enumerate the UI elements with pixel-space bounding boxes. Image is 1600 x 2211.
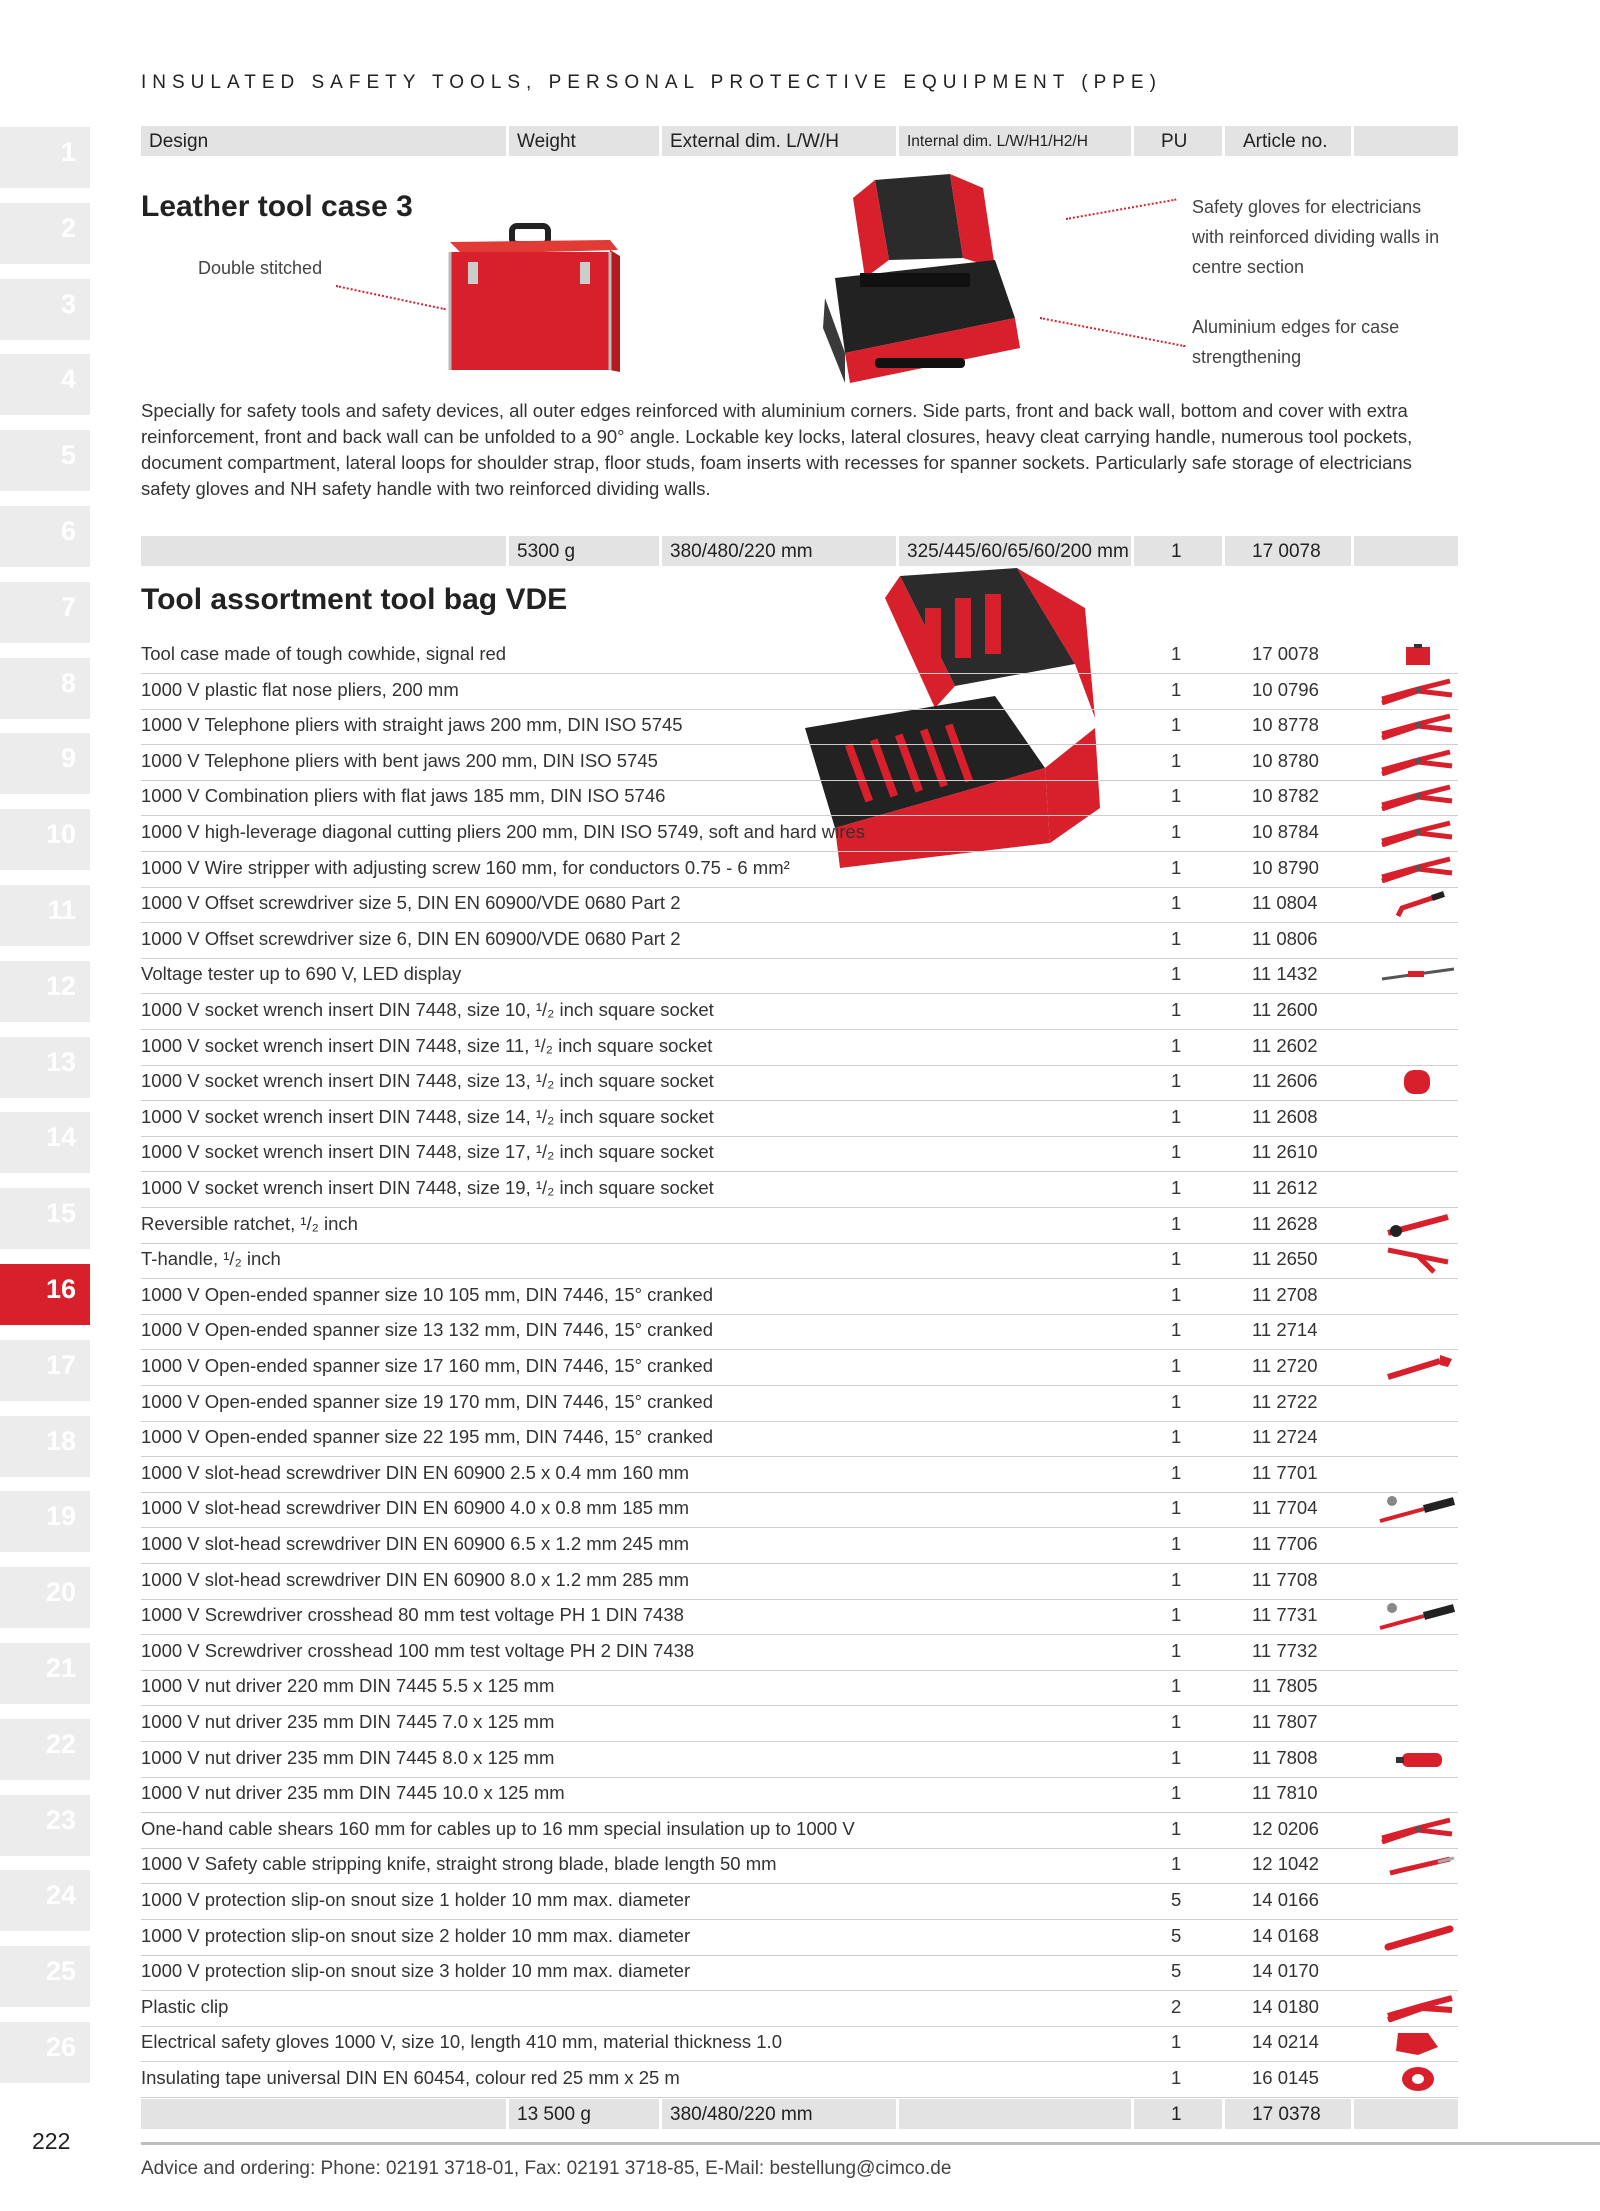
offset-icon: [1378, 890, 1458, 918]
case-pu: 1: [1171, 541, 1182, 562]
item-pu: 1: [1171, 1853, 1182, 1875]
case-description: Specially for safety tools and safety devices, all outer edges reinforced with aluminium corners. Side parts, front and back wall, bottom and cover with extra reinforcement, front and back wall can be unfolded to a 90° angle. Lockable key locks, lateral closures, heavy cleat carrying handle, numerous tool pockets, document compartment, lateral loops for shoulder strap, floor studs, foam inserts with recesses for spanner sockets. Particularly safe storage of electricians safety gloves and NH safety handle with two reinforced dividing walls.: [141, 400, 1413, 499]
spanner-icon: [1378, 1353, 1458, 1381]
chapter-tab-20[interactable]: 20: [0, 1567, 90, 1629]
item-article-no: 11 2720: [1252, 1355, 1318, 1376]
table-row: [141, 957, 1458, 994]
item-description: 1000 V Screwdriver crosshead 80 mm test voltage PH 1 DIN 7438: [141, 1604, 684, 1626]
item-pu: 1: [1171, 1034, 1182, 1056]
col-design: Design: [149, 131, 209, 152]
table-row: [141, 1171, 1458, 1208]
item-pu: 1: [1171, 643, 1182, 664]
table-row: [141, 1385, 1458, 1422]
item-article-no: 14 0170: [1252, 1960, 1319, 1982]
item-pu: 1: [1171, 1497, 1182, 1519]
table-row: [141, 1527, 1458, 1564]
chapter-tab-1[interactable]: 1: [0, 127, 90, 189]
footer-divider: [141, 2142, 1600, 2145]
table-row: [141, 1563, 1458, 1600]
item-pu: 1: [1171, 1426, 1182, 1448]
item-description: 1000 V socket wrench insert DIN 7448, size 11, ¹/₂ inch square socket: [141, 1034, 713, 1056]
item-pu: 1: [1171, 2031, 1182, 2053]
table-row: [141, 1705, 1458, 1742]
item-pu: 1: [1171, 1639, 1182, 1661]
item-description: 1000 V Offset screwdriver size 6, DIN EN 60900/VDE 0680 Part 2: [141, 927, 681, 949]
item-pu: 1: [1171, 1319, 1182, 1341]
table-row: [141, 851, 1458, 888]
item-description: 1000 V Open-ended spanner size 10 105 mm, DIN 7446, 15° cranked: [141, 1283, 714, 1305]
item-article-no: 11 2608: [1252, 1105, 1318, 1127]
item-description: 1000 V Wire stripper with adjusting screw 160 mm, for conductors 0.75 - 6 mm²: [141, 856, 790, 878]
bag-external: 380/480/220 mm: [670, 2104, 813, 2125]
chapter-tab-26[interactable]: 26: [0, 2022, 90, 2084]
item-article-no: 11 1432: [1252, 963, 1318, 985]
item-description: One-hand cable shears 160 mm for cables up to 16 mm special insulation up to 1000 V: [141, 1817, 855, 1839]
item-description: 1000 V Safety cable stripping knife, straight strong blade, blade length 50 mm: [141, 1853, 777, 1875]
tester-icon: [1378, 961, 1458, 989]
bag-pu: 1: [1171, 2104, 1182, 2125]
table-row: [141, 2025, 1458, 2062]
item-article-no: 12 1042: [1252, 1853, 1319, 1875]
item-article-no: 11 7708: [1252, 1568, 1318, 1590]
item-pu: 1: [1171, 1461, 1182, 1483]
table-row: [141, 1135, 1458, 1172]
table-row: [141, 1776, 1458, 1813]
table-row: [141, 1491, 1458, 1528]
screwdriver-icon: [1378, 1495, 1458, 1523]
pliers-icon: [1378, 677, 1458, 705]
knife-icon: [1378, 1851, 1458, 1879]
item-pu: 5: [1171, 1960, 1182, 1982]
item-article-no: 14 0168: [1252, 1924, 1319, 1946]
item-article-no: 11 2708: [1252, 1283, 1318, 1305]
chapter-tab-17[interactable]: 17: [0, 1340, 90, 1402]
item-pu: 1: [1171, 1141, 1182, 1163]
item-description: 1000 V high-leverage diagonal cutting pliers 200 mm, DIN ISO 5749, soft and hard wires: [141, 821, 865, 842]
item-article-no: 14 0180: [1252, 1995, 1319, 2017]
item-article-no: 11 2628: [1252, 1212, 1318, 1234]
item-pu: 1: [1171, 1533, 1182, 1554]
item-article-no: 11 0804: [1252, 892, 1318, 914]
pliers-icon: [1378, 712, 1458, 740]
item-pu: 1: [1171, 1568, 1182, 1590]
snout-icon: [1378, 1923, 1458, 1951]
item-description: Reversible ratchet, ¹/₂ inch: [141, 1212, 358, 1234]
item-pu: 1: [1171, 1355, 1182, 1376]
col-internal: Internal dim. L/W/H1/H2/H: [907, 133, 1088, 150]
item-description: Voltage tester up to 690 V, LED display: [141, 963, 462, 985]
table-row: [141, 922, 1458, 959]
table-row: [141, 1990, 1458, 2027]
chapter-tab-11[interactable]: 11: [0, 885, 90, 947]
table-row: [141, 815, 1458, 852]
item-article-no: 10 0796: [1252, 678, 1319, 700]
item-article-no: 11 7704: [1252, 1497, 1318, 1519]
table-row: [141, 779, 1458, 816]
table-row: [141, 1313, 1458, 1350]
callout-safety-gloves: Safety gloves for electricians with reinforced dividing walls in centre section: [1192, 197, 1440, 277]
case-icon: [1378, 641, 1458, 669]
item-article-no: 11 2602: [1252, 1034, 1318, 1056]
table-row: [141, 1029, 1458, 1066]
item-article-no: 10 8782: [1252, 785, 1319, 807]
item-description: 1000 V socket wrench insert DIN 7448, size 14, ¹/₂ inch square socket: [141, 1105, 714, 1127]
chapter-tab-10[interactable]: 10: [0, 809, 90, 871]
table-row: [141, 1919, 1458, 1956]
item-article-no: 11 7810: [1252, 1782, 1318, 1804]
chapter-tab-4[interactable]: 4: [0, 354, 90, 416]
table-row: [141, 993, 1458, 1030]
item-pu: 1: [1171, 1782, 1182, 1804]
item-description: 1000 V slot-head screwdriver DIN EN 60900 8.0 x 1.2 mm 285 mm: [141, 1568, 690, 1590]
item-article-no: 14 0166: [1252, 1889, 1319, 1910]
chapter-tab-25[interactable]: 25: [0, 1946, 90, 2008]
chapter-tab-12[interactable]: 12: [0, 961, 90, 1023]
item-article-no: 10 8790: [1252, 856, 1319, 878]
item-description: 1000 V Offset screwdriver size 5, DIN EN 60900/VDE 0680 Part 2: [141, 892, 681, 914]
table-row: [141, 1064, 1458, 1101]
item-article-no: 10 8780: [1252, 749, 1319, 771]
item-pu: 1: [1171, 1817, 1182, 1839]
chapter-tab-19[interactable]: 19: [0, 1491, 90, 1553]
table-row: [141, 2061, 1458, 2098]
page-number: 222: [32, 2128, 71, 2154]
col-external: External dim. L/W/H: [670, 131, 839, 152]
item-article-no: 11 7732: [1252, 1639, 1318, 1661]
table-row: [141, 637, 1458, 674]
table-row: [141, 1456, 1458, 1493]
chapter-tab-9[interactable]: 9: [0, 733, 90, 795]
item-pu: 1: [1171, 714, 1182, 736]
item-article-no: 11 2722: [1252, 1390, 1318, 1412]
table-row: [141, 1598, 1458, 1635]
item-description: 1000 V Telephone pliers with bent jaws 200 mm, DIN ISO 5745: [141, 749, 658, 771]
table-row: [141, 1669, 1458, 1706]
table-row: [141, 1100, 1458, 1137]
chapter-tab-21[interactable]: 21: [0, 1643, 90, 1705]
item-description: 1000 V slot-head screwdriver DIN EN 60900 2.5 x 0.4 mm 160 mm: [141, 1461, 690, 1483]
item-description: 1000 V protection slip-on snout size 2 holder 10 mm max. diameter: [141, 1924, 691, 1946]
item-description: Plastic clip: [141, 1995, 229, 2017]
item-description: 1000 V socket wrench insert DIN 7448, size 10, ¹/₂ inch square socket: [141, 999, 714, 1020]
case-article: 17 0078: [1252, 541, 1321, 562]
pliers-icon: [1378, 783, 1458, 811]
item-article-no: 11 7731: [1252, 1604, 1318, 1626]
table-row: [141, 708, 1458, 745]
item-pu: 1: [1171, 856, 1182, 878]
item-pu: 2: [1171, 1995, 1182, 2017]
item-pu: 1: [1171, 1675, 1182, 1697]
gloves-icon: [1378, 2029, 1458, 2057]
item-article-no: 11 0806: [1252, 927, 1318, 949]
item-description: T-handle, ¹/₂ inch: [141, 1248, 281, 1270]
case-spec-bar: [141, 536, 1458, 566]
bag-title: Tool assortment tool bag VDE: [141, 583, 568, 616]
table-row: [141, 886, 1458, 923]
item-description: 1000 V slot-head screwdriver DIN EN 60900 6.5 x 1.2 mm 245 mm: [141, 1533, 690, 1554]
item-pu: 1: [1171, 1390, 1182, 1412]
item-article-no: 11 2612: [1252, 1177, 1318, 1198]
chapter-tab-8[interactable]: 8: [0, 658, 90, 720]
item-description: 1000 V nut driver 235 mm DIN 7445 7.0 x 125 mm: [141, 1711, 555, 1732]
item-pu: 1: [1171, 749, 1182, 771]
item-article-no: 11 2714: [1252, 1319, 1318, 1341]
chapter-tab-7[interactable]: 7: [0, 582, 90, 644]
item-article-no: 10 8784: [1252, 821, 1319, 842]
item-article-no: 12 0206: [1252, 1817, 1319, 1839]
item-description: Tool case made of tough cowhide, signal red: [141, 643, 507, 664]
col-weight: Weight: [517, 131, 576, 152]
case-external: 380/480/220 mm: [670, 541, 813, 562]
item-article-no: 11 2606: [1252, 1070, 1318, 1092]
cross-icon: [1378, 1602, 1458, 1630]
item-pu: 1: [1171, 1604, 1182, 1626]
item-pu: 1: [1171, 999, 1182, 1020]
item-article-no: 11 7701: [1252, 1461, 1318, 1483]
case-internal: 325/445/60/65/60/200 mm: [907, 541, 1129, 562]
table-row: [141, 1634, 1458, 1671]
item-description: Electrical safety gloves 1000 V, size 10, length 410 mm, material thickness 1.0: [141, 2031, 782, 2053]
chapter-tab-6[interactable]: 6: [0, 506, 90, 568]
item-description: 1000 V Open-ended spanner size 19 170 mm, DIN 7446, 15° cranked: [141, 1390, 714, 1412]
cutter-icon: [1378, 1816, 1458, 1844]
item-description: 1000 V Open-ended spanner size 17 160 mm, DIN 7446, 15° cranked: [141, 1355, 714, 1376]
item-article-no: 11 7807: [1252, 1711, 1318, 1732]
item-pu: 1: [1171, 1746, 1182, 1768]
item-pu: 1: [1171, 2067, 1182, 2088]
col-article: Article no.: [1243, 131, 1328, 152]
pliers-icon: [1378, 819, 1458, 847]
item-article-no: 17 0078: [1252, 643, 1319, 664]
column-header-bar: [141, 126, 1458, 156]
item-description: 1000 V Open-ended spanner size 13 132 mm, DIN 7446, 15° cranked: [141, 1319, 714, 1341]
chapter-tab-13[interactable]: 13: [0, 1037, 90, 1099]
table-row: [141, 673, 1458, 710]
item-pu: 1: [1171, 927, 1182, 949]
bag-weight: 13 500 g: [517, 2104, 591, 2125]
table-row: [141, 1242, 1458, 1279]
case-title: Leather tool case 3: [141, 190, 413, 223]
chapter-tab-16[interactable]: 16: [0, 1264, 90, 1326]
item-description: 1000 V nut driver 220 mm DIN 7445 5.5 x 125 mm: [141, 1675, 555, 1697]
chapter-tab-14[interactable]: 14: [0, 1112, 90, 1174]
item-description: 1000 V Telephone pliers with straight jaws 200 mm, DIN ISO 5745: [141, 714, 683, 736]
item-article-no: 11 7706: [1252, 1533, 1318, 1554]
thandle-icon: [1378, 1246, 1458, 1274]
item-article-no: 11 7808: [1252, 1746, 1318, 1768]
item-article-no: 11 2724: [1252, 1426, 1318, 1448]
item-pu: 1: [1171, 1711, 1182, 1732]
item-pu: 1: [1171, 785, 1182, 807]
table-row: [141, 1420, 1458, 1457]
chapter-tab-22[interactable]: 22: [0, 1719, 90, 1781]
item-description: 1000 V Open-ended spanner size 22 195 mm, DIN 7446, 15° cranked: [141, 1426, 714, 1448]
callout-double-stitched: Double stitched: [198, 258, 323, 278]
item-pu: 1: [1171, 1105, 1182, 1127]
closed-case-image: [440, 222, 624, 384]
item-pu: 1: [1171, 678, 1182, 700]
item-article-no: 11 2610: [1252, 1141, 1318, 1163]
table-row: [141, 744, 1458, 781]
item-pu: 1: [1171, 1070, 1182, 1092]
chapter-tab-3[interactable]: 3: [0, 279, 90, 341]
table-row: [141, 1207, 1458, 1244]
table-row: [141, 1883, 1458, 1920]
item-pu: 1: [1171, 892, 1182, 914]
tape-icon: [1378, 2065, 1458, 2093]
item-pu: 1: [1171, 1177, 1182, 1198]
item-description: 1000 V slot-head screwdriver DIN EN 60900 4.0 x 0.8 mm 185 mm: [141, 1497, 690, 1519]
item-description: Insulating tape universal DIN EN 60454, colour red 25 mm x 25 m: [141, 2067, 680, 2088]
table-row: [141, 1954, 1458, 1991]
table-row: [141, 1349, 1458, 1386]
col-pu: PU: [1161, 131, 1188, 152]
pliers-icon: [1378, 748, 1458, 776]
chapter-tab-15[interactable]: 15: [0, 1188, 90, 1250]
item-description: 1000 V protection slip-on snout size 1 holder 10 mm max. diameter: [141, 1889, 691, 1910]
socket-icon: [1378, 1068, 1458, 1096]
item-description: 1000 V Screwdriver crosshead 100 mm test voltage PH 2 DIN 7438: [141, 1639, 695, 1661]
item-pu: 1: [1171, 963, 1182, 985]
table-row: [141, 1847, 1458, 1884]
bag-spec-bar: [141, 2099, 1458, 2129]
table-row: [141, 1741, 1458, 1778]
chapter-tab-5[interactable]: 5: [0, 430, 90, 492]
table-row: [141, 1812, 1458, 1849]
item-description: 1000 V nut driver 235 mm DIN 7445 10.0 x 125 mm: [141, 1782, 565, 1804]
open-case-image: [805, 168, 1065, 400]
item-pu: 1: [1171, 821, 1182, 842]
chapter-tab-24[interactable]: 24: [0, 1870, 90, 1932]
item-description: 1000 V nut driver 235 mm DIN 7445 8.0 x 125 mm: [141, 1746, 555, 1768]
ratchet-icon: [1378, 1211, 1458, 1239]
item-article-no: 14 0214: [1252, 2031, 1319, 2053]
chapter-tab-23[interactable]: 23: [0, 1795, 90, 1857]
clip-icon: [1378, 1994, 1458, 2022]
item-description: 1000 V socket wrench insert DIN 7448, size 13, ¹/₂ inch square socket: [141, 1070, 714, 1092]
item-description: 1000 V Combination pliers with flat jaws 185 mm, DIN ISO 5746: [141, 785, 666, 807]
item-pu: 1: [1171, 1212, 1182, 1234]
nut-icon: [1378, 1745, 1458, 1773]
item-article-no: 11 2600: [1252, 999, 1318, 1020]
item-description: 1000 V socket wrench insert DIN 7448, size 17, ¹/₂ inch square socket: [141, 1141, 714, 1163]
item-description: 1000 V plastic flat nose pliers, 200 mm: [141, 678, 459, 700]
item-article-no: 10 8778: [1252, 714, 1319, 736]
table-row: [141, 1278, 1458, 1315]
callout-aluminium-edges: Aluminium edges for case strengthening: [1192, 317, 1400, 367]
pliers-icon: [1378, 855, 1458, 883]
item-description: 1000 V protection slip-on snout size 3 holder 10 mm max. diameter: [141, 1960, 691, 1982]
item-pu: 1: [1171, 1283, 1182, 1305]
item-pu: 5: [1171, 1889, 1182, 1910]
chapter-tab-18[interactable]: 18: [0, 1416, 90, 1478]
bag-article: 17 0378: [1252, 2104, 1321, 2125]
item-article-no: 16 0145: [1252, 2067, 1319, 2088]
item-article-no: 11 7805: [1252, 1675, 1318, 1697]
item-article-no: 11 2650: [1252, 1248, 1318, 1270]
item-description: 1000 V socket wrench insert DIN 7448, size 19, ¹/₂ inch square socket: [141, 1177, 714, 1198]
page-header-title: INSULATED SAFETY TOOLS, PERSONAL PROTECTIVE EQUIPMENT (PPE): [141, 72, 1162, 93]
case-weight: 5300 g: [517, 541, 576, 562]
chapter-tab-2[interactable]: 2: [0, 203, 90, 265]
footer-contact: Advice and ordering: Phone: 02191 3718-01, Fax: 02191 3718-85, E-Mail: bestellung@cimco.de: [141, 2158, 952, 2179]
item-pu: 5: [1171, 1924, 1182, 1946]
item-pu: 1: [1171, 1248, 1182, 1270]
